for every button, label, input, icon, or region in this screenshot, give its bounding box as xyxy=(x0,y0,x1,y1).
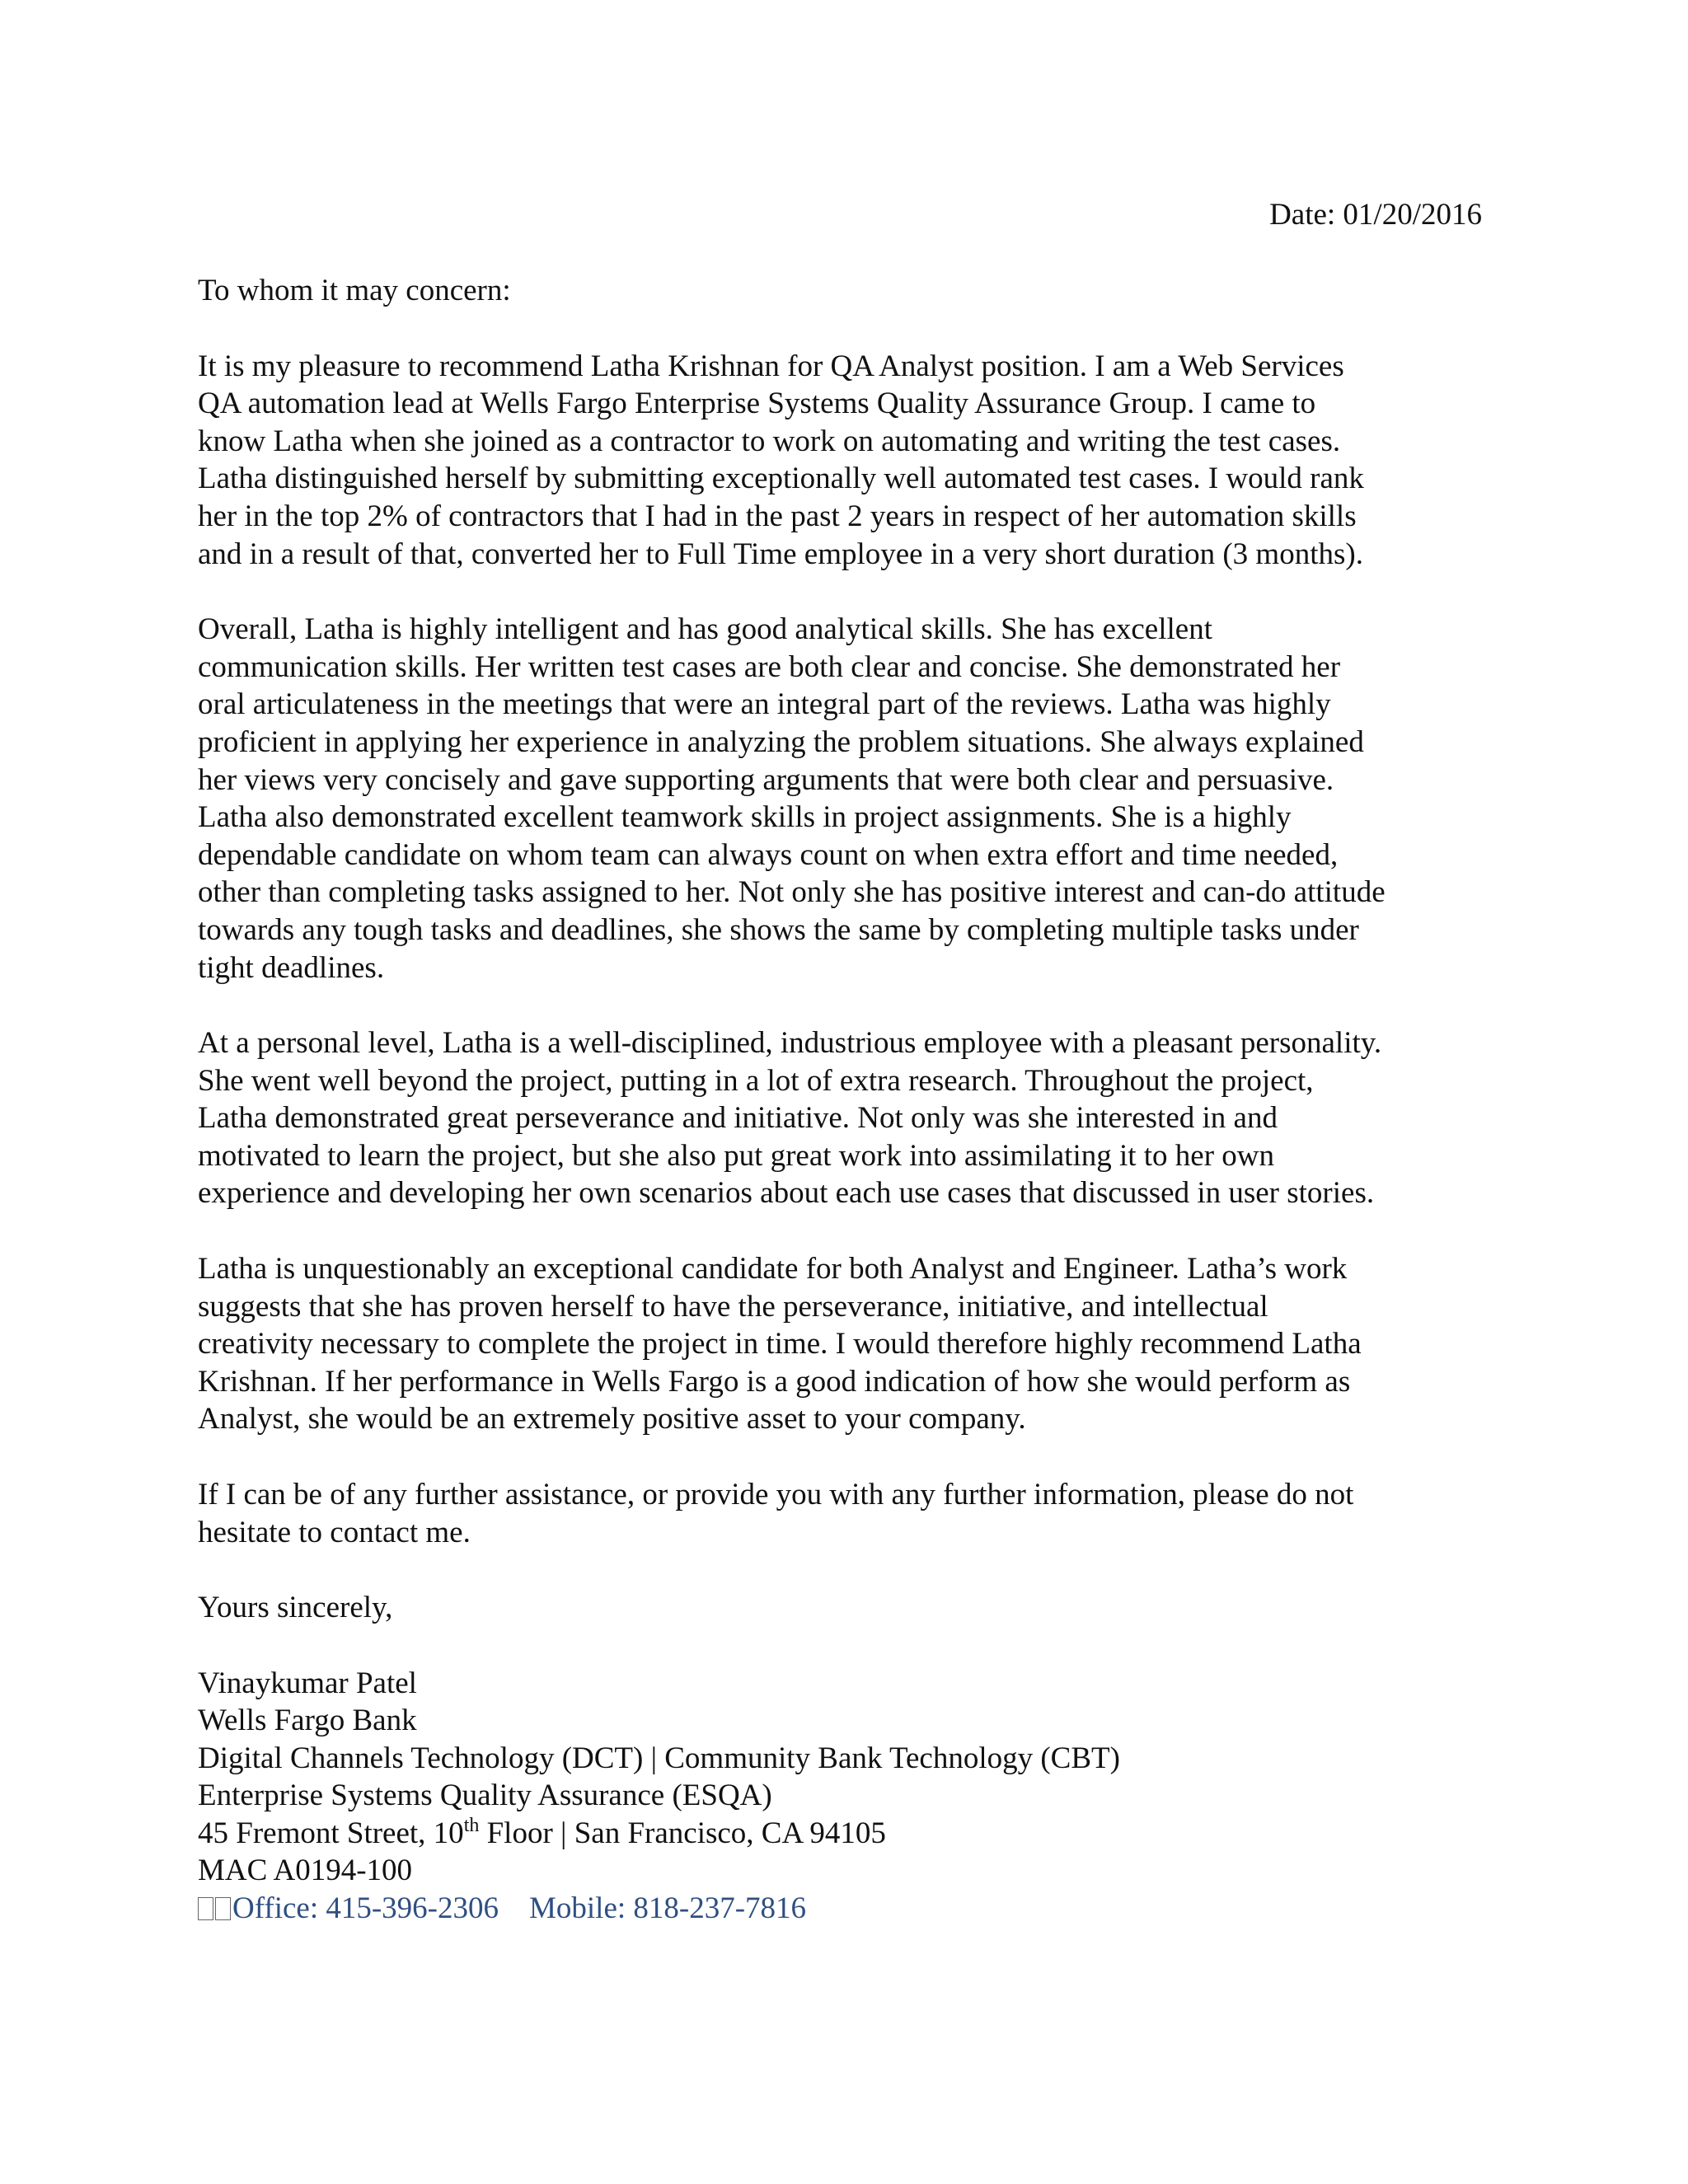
paragraph-4 xyxy=(198,1250,1517,1438)
address-ordinal: th xyxy=(463,1814,480,1836)
paragraph-line: If I can be of any further assistance, or provide you with any further information, please do not xyxy=(198,1478,1354,1512)
missing-glyph-icon xyxy=(215,1897,231,1920)
paragraph-line: At a personal level, Latha is a well-disciplined, industrious employee with a pleasant personality. xyxy=(198,1026,1382,1061)
paragraph-1 xyxy=(198,348,1517,574)
paragraph-line: creativity necessary to complete the project in time. I would therefore highly recommend Latha xyxy=(198,1327,1362,1361)
signer-name: Vinaykumar Patel xyxy=(198,1666,417,1700)
paragraph-line: Latha distinguished herself by submitting exceptionally well automated test cases. I would rank xyxy=(198,462,1364,496)
paragraph-line: Overall, Latha is highly intelligent and has good analytical skills. She has excellent xyxy=(198,612,1212,647)
paragraph-line: Analyst, she would be an extremely positive asset to your company. xyxy=(198,1402,1026,1436)
paragraph-line: Latha is unquestionably an exceptional candidate for both Analyst and Engineer. Latha’s work xyxy=(198,1252,1348,1286)
paragraph-line: Latha demonstrated great perseverance and initiative. Not only was she interested in and xyxy=(198,1101,1278,1136)
paragraph-line: hesitate to contact me. xyxy=(198,1515,471,1549)
paragraph-line: QA automation lead at Wells Fargo Enterprise Systems Quality Assurance Group. I came to xyxy=(198,387,1316,421)
salutation: To whom it may concern: xyxy=(198,274,511,307)
letter-date: Date: 01/20/2016 xyxy=(1269,198,1482,232)
paragraph-line: It is my pleasure to recommend Latha Krishnan for QA Analyst position. I am a Web Services xyxy=(198,349,1344,383)
signer-address xyxy=(198,1815,1517,1853)
paragraph-line: towards any tough tasks and deadlines, she shows the same by completing multiple tasks under xyxy=(198,912,1359,947)
signature-block xyxy=(198,1665,1517,1928)
paragraph-line: motivated to learn the project, but she also put great work into assimilating it to her own xyxy=(198,1138,1275,1173)
paragraph-line: her in the top 2% of contractors that I had in the past 2 years in respect of her automation skills xyxy=(198,499,1357,533)
paragraph-line: and in a result of that, converted her to Full Time employee in a very short duration (3 months). xyxy=(198,537,1363,571)
paragraph-line: other than completing tasks assigned to her. Not only she has positive interest and can-do attitude xyxy=(198,875,1386,910)
address-part: 45 Fremont Street, 10 xyxy=(198,1816,464,1850)
signer-company: Wells Fargo Bank xyxy=(198,1704,417,1738)
contact-numbers: Office: 415-396-2306 Mobile: 818-237-7816 xyxy=(232,1891,807,1925)
signer-group: Enterprise Systems Quality Assurance (ESQA) xyxy=(198,1779,772,1813)
letter-body xyxy=(198,272,1517,1927)
paragraph-line: Krishnan. If her performance in Wells Fargo is a good indication of how she would perform as xyxy=(198,1364,1351,1399)
signer-contact xyxy=(198,1890,1517,1928)
missing-glyph-icon xyxy=(198,1897,213,1920)
paragraph-line: know Latha when she joined as a contractor to work on automating and writing the test cases. xyxy=(198,424,1341,458)
paragraph-line: her views very concisely and gave supporting arguments that were both clear and persuasive. xyxy=(198,762,1334,797)
paragraph-line: tight deadlines. xyxy=(198,950,385,985)
paragraph-3 xyxy=(198,1024,1517,1212)
address-part: Floor | San Francisco, CA 94105 xyxy=(479,1816,886,1850)
paragraph-line: communication skills. Her written test cases are both clear and concise. She demonstrated her xyxy=(198,649,1341,684)
signer-mac: MAC A0194-100 xyxy=(198,1854,413,1888)
signer-division: Digital Channels Technology (DCT) | Community Bank Technology (CBT) xyxy=(198,1741,1120,1775)
paragraph-line: proficient in applying her experience in analyzing the problem situations. She always explained xyxy=(198,724,1364,759)
paragraph-line: dependable candidate on whom team can always count on when extra effort and time needed, xyxy=(198,837,1339,872)
paragraph-2 xyxy=(198,611,1517,987)
paragraph-line: Latha also demonstrated excellent teamwork skills in project assignments. She is a highly xyxy=(198,800,1292,835)
paragraph-line: experience and developing her own scenarios about each use cases that discussed in user stories. xyxy=(198,1176,1375,1211)
paragraph-line: She went well beyond the project, putting in a lot of extra research. Throughout the project, xyxy=(198,1063,1314,1098)
paragraph-line: oral articulateness in the meetings that were an integral part of the reviews. Latha was highly xyxy=(198,687,1331,722)
paragraph-line: suggests that she has proven herself to have the perseverance, initiative, and intellectual xyxy=(198,1289,1268,1324)
paragraph-5 xyxy=(198,1476,1517,1551)
closing: Yours sincerely, xyxy=(198,1591,393,1625)
